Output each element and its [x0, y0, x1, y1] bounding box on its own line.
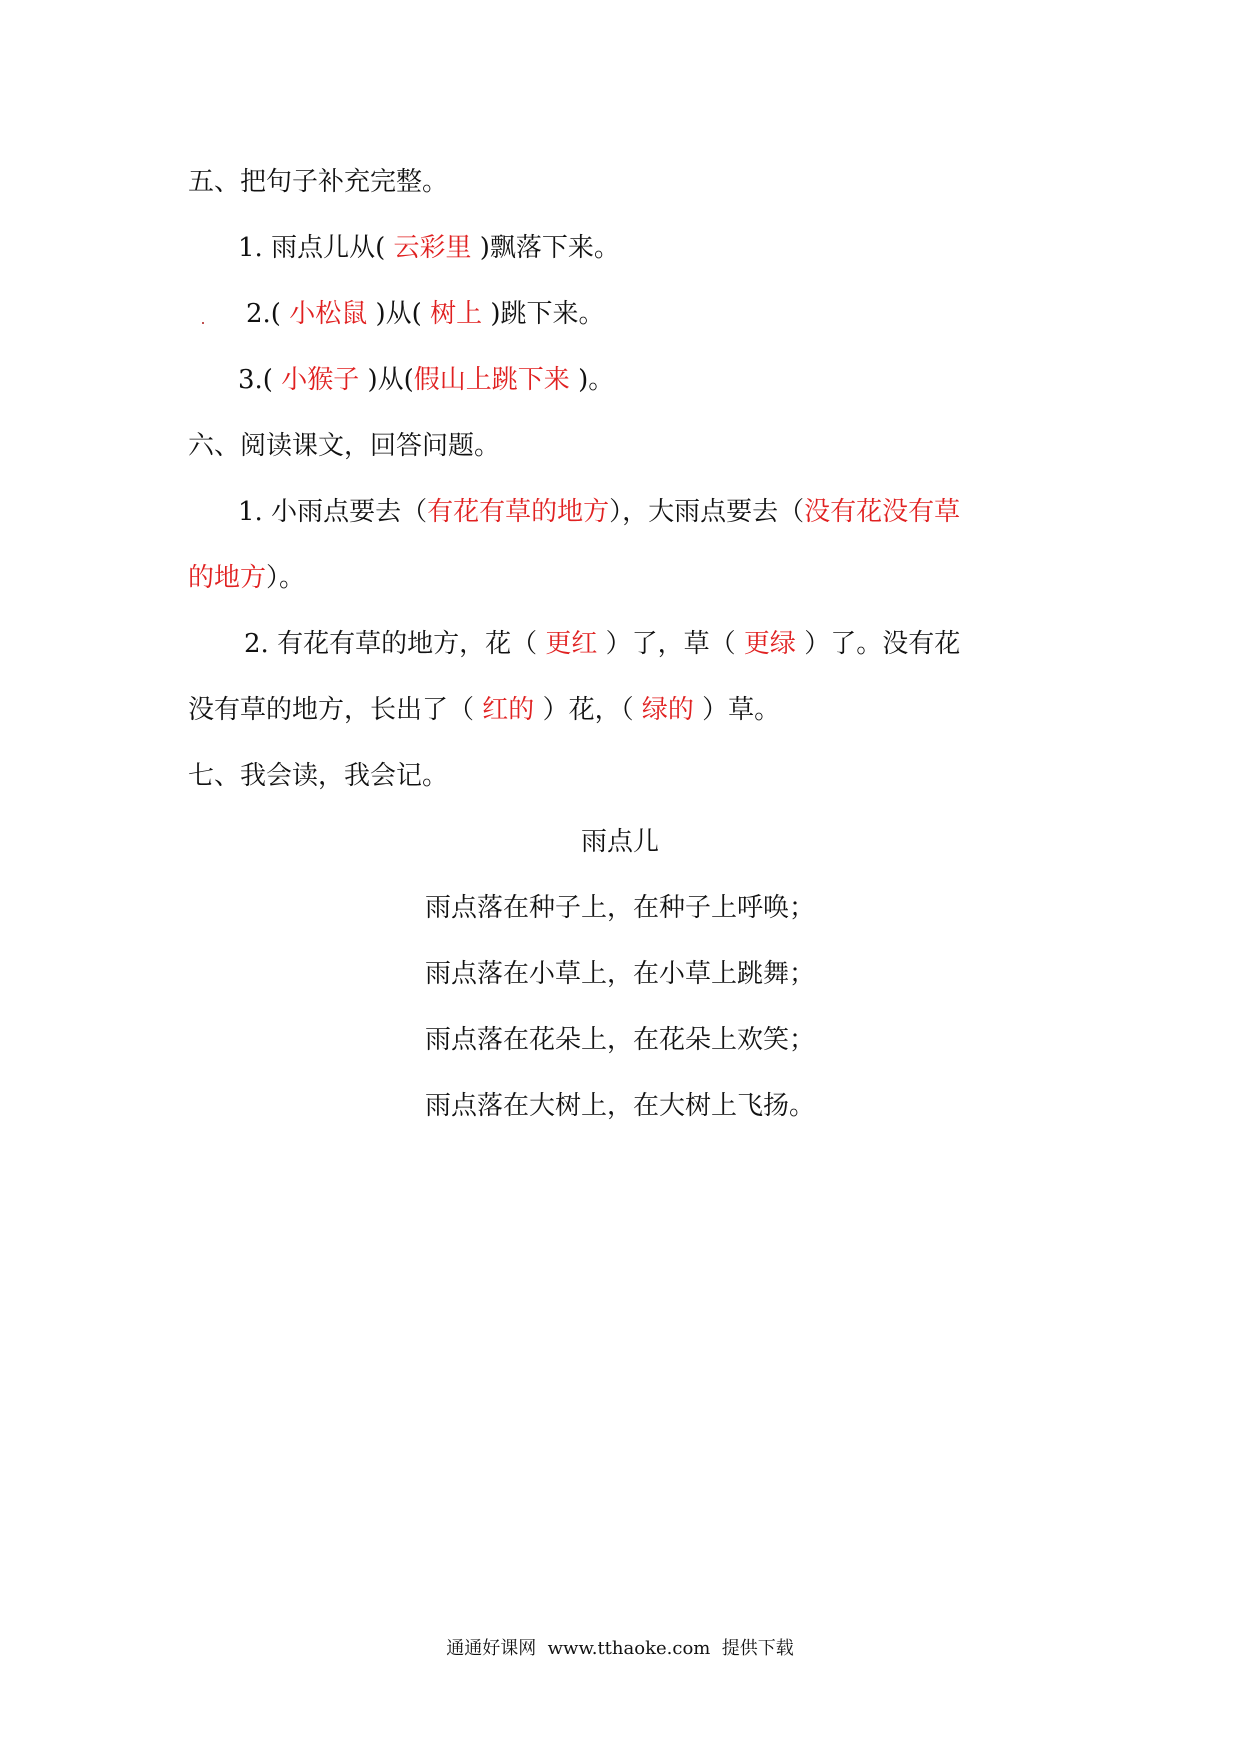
s5-q1-post: )飘落下来。	[479, 233, 620, 263]
s6-q2-answer-3: 红的	[482, 695, 535, 725]
s6-q1-answer-2b: 的地方	[188, 563, 267, 593]
s6-q2-mid-2: ）了。没有花	[804, 629, 961, 659]
page-footer: 通通好课网 www.tthaoke.com 提供下载	[446, 1638, 794, 1659]
s5-q3-answer-2: 假山上跳下来	[413, 365, 570, 395]
s6-question-2-line-1	[244, 624, 960, 664]
poem-line-4: 雨点落在大树上，在大树上飞扬。	[424, 1091, 815, 1121]
s5-q1-answer: 云彩里	[393, 233, 472, 263]
s6-q1-post: ）。	[266, 563, 306, 593]
s5-question-3	[238, 360, 614, 400]
s6-q2-answer-4: 绿的	[641, 695, 694, 725]
s5-q2-answer-2: 树上	[430, 299, 483, 329]
s6-question-1-line-1	[238, 492, 960, 532]
stray-mark	[202, 322, 204, 324]
s5-q2-mid: )从(	[375, 299, 422, 329]
s5-q2-post: )跳下来。	[490, 299, 605, 329]
s5-q2-answer-1: 小松鼠	[289, 299, 368, 329]
section-6-heading: 六、阅读课文，回答问题。	[188, 431, 501, 461]
s6-q2-answer-2: 更绿	[743, 629, 796, 659]
s5-q3-post: )。	[578, 365, 615, 395]
s6-q2-line2-pre: 没有草的地方，长出了（	[188, 695, 475, 725]
poem-line-1: 雨点落在种子上，在种子上呼唤；	[424, 893, 815, 923]
s6-question-2-line-2	[188, 690, 780, 730]
section-7-heading: 七、我会读，我会记。	[188, 761, 449, 791]
s5-q3-answer-1: 小猴子	[281, 365, 360, 395]
section-5-heading: 五、把句子补充完整。	[188, 167, 449, 197]
s5-q3-mid: )从(	[367, 365, 414, 395]
s6-question-1-line-2	[188, 558, 305, 598]
poem-line-2: 雨点落在小草上，在小草上跳舞；	[424, 959, 815, 989]
s6-q1-answer-2a: 没有花没有草	[804, 497, 961, 527]
s5-q2-pre: 2.(	[246, 299, 281, 329]
s5-q3-pre: 3.(	[238, 365, 273, 395]
s6-q2-answer-1: 更红	[545, 629, 598, 659]
s6-q1-pre: 1. 小雨点要去（	[238, 497, 428, 527]
poem-line-3: 雨点落在花朵上，在花朵上欢笑；	[424, 1025, 815, 1055]
s6-q2-post: ）草。	[702, 695, 781, 725]
s6-q1-mid: ），大雨点要去（	[609, 497, 805, 527]
s6-q2-mid-3: ）花，（	[542, 695, 634, 725]
s5-q1-pre: 1. 雨点儿从(	[238, 233, 386, 263]
poem-title: 雨点儿	[580, 827, 659, 857]
s6-q2-pre: 2. 有花有草的地方，花（	[244, 629, 538, 659]
s6-q1-answer-1: 有花有草的地方	[427, 497, 610, 527]
s5-question-1	[238, 228, 620, 268]
s5-question-2	[246, 294, 605, 334]
s6-q2-mid-1: ）了，草（	[605, 629, 736, 659]
